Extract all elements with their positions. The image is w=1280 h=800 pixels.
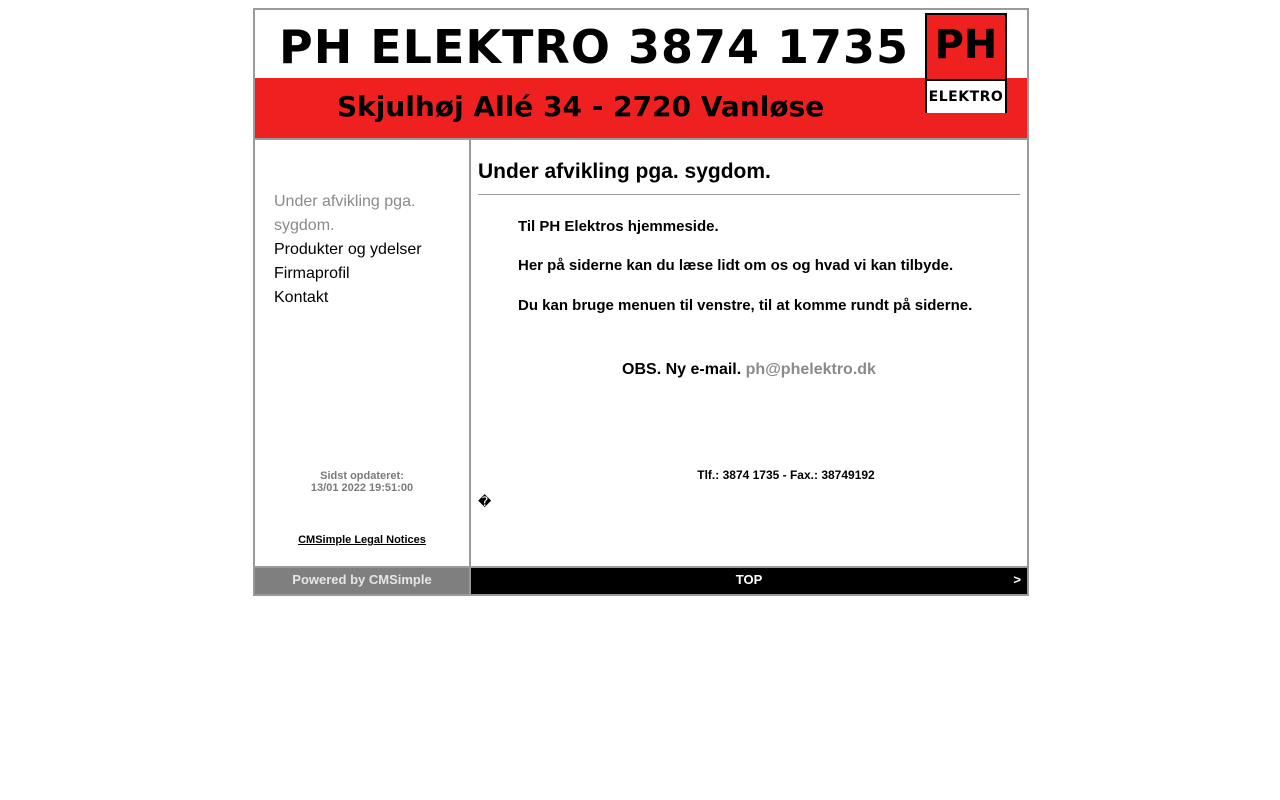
menu-item-produkter[interactable]: Produkter og ydelser xyxy=(274,241,422,258)
logo-elektro-text: ELEKTRO xyxy=(927,79,1005,113)
page-title: Under afvikling pga. sygdom. xyxy=(478,160,771,183)
banner-title: PH ELEKTRO 3874 1735 xyxy=(279,20,910,74)
legal-notices-link[interactable]: CMSimple Legal Notices xyxy=(298,534,426,546)
last-updated xyxy=(255,470,469,494)
powered-by-text: Powered by CMSimple xyxy=(292,572,432,587)
email-notice-label: OBS. Ny e-mail. xyxy=(622,361,742,378)
header-banner xyxy=(255,10,1027,138)
title-divider xyxy=(478,194,1020,195)
last-updated-value: 13/01 2022 19:51:00 xyxy=(310,482,414,494)
email-link[interactable]: ph@phelektro.dk xyxy=(745,361,876,378)
powered-by-bar xyxy=(255,566,471,594)
menu-item-under-afvikling[interactable]: Under afvikling pga. sygdom. xyxy=(274,193,416,234)
about-paragraph: Her på siderne kan du læse lidt om os og hvad vi kan tilbyde. xyxy=(518,257,954,274)
menu-item-firmaprofil[interactable]: Firmaprofil xyxy=(274,265,350,282)
top-link[interactable]: TOP xyxy=(735,572,763,587)
menu-item-kontakt[interactable]: Kontakt xyxy=(274,289,329,306)
navigation-paragraph: Du kan bruge menuen til venstre, til at komme rundt på siderne. xyxy=(518,297,973,314)
email-notice xyxy=(471,359,1027,381)
footer-nav-bar xyxy=(471,566,1027,594)
banner-address: Skjulhøj Allé 34 - 2720 Vanløse xyxy=(337,90,825,123)
phone-fax-line: Tlf.: 3874 1735 - Fax.: 38749192 xyxy=(697,468,875,482)
page-frame xyxy=(253,8,1029,596)
intro-paragraph: Til PH Elektros hjemmeside. xyxy=(518,218,719,235)
stray-replacement-glyph: � xyxy=(478,494,492,509)
sidebar-menu xyxy=(274,190,434,310)
last-updated-label: Sidst opdateret: xyxy=(320,470,404,482)
logo-ph-text: PH xyxy=(934,22,998,68)
main-content xyxy=(471,138,1027,566)
next-page-link[interactable]: > xyxy=(1013,572,1021,587)
ph-elektro-logo xyxy=(925,13,1007,113)
sidebar xyxy=(255,138,471,566)
